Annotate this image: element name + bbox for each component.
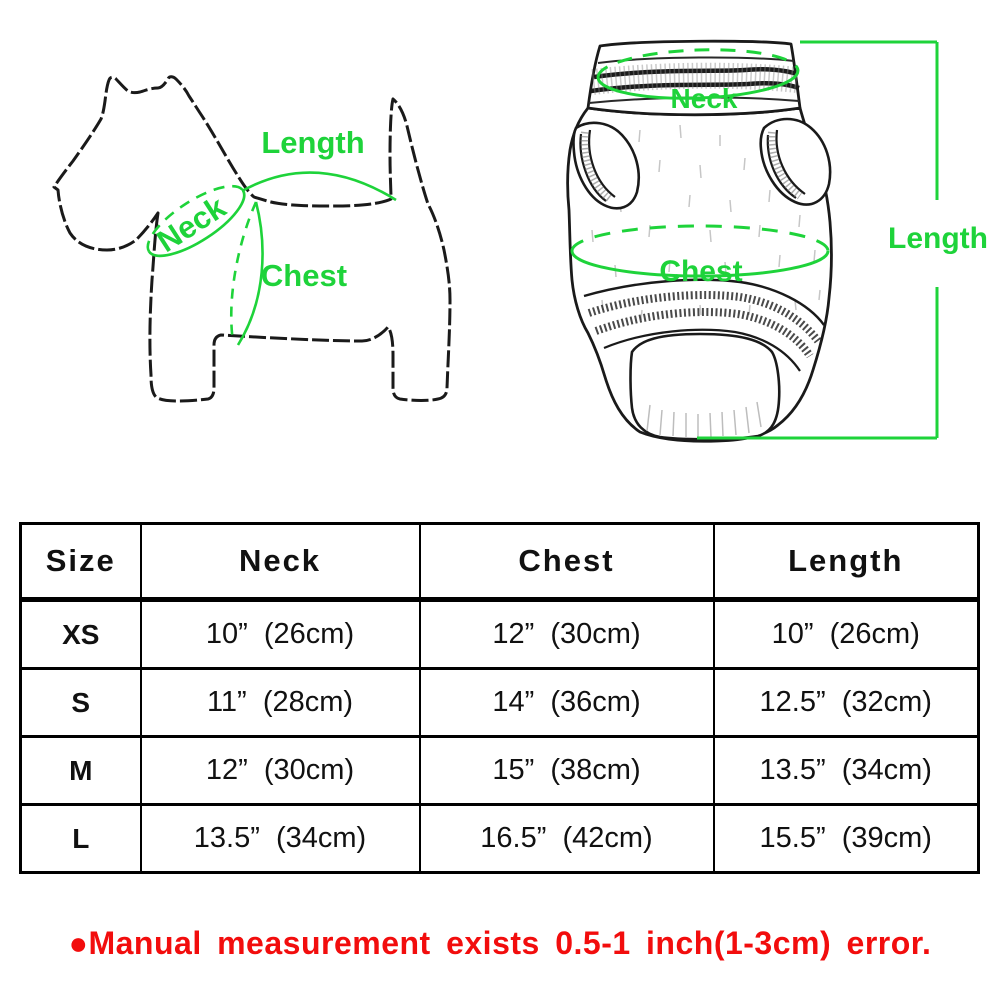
table-row-xs: [21, 600, 979, 669]
cell-xs-neck: 10” (26cm): [141, 600, 420, 669]
garment-figure: [568, 41, 988, 441]
header-cell-size: Size: [21, 524, 141, 600]
dog-neck-label: Neck: [150, 189, 232, 260]
dog-length-arc: [242, 173, 396, 200]
cell-s-length: 12.5” (32cm): [714, 669, 979, 737]
cell-m-neck: 12” (30cm): [141, 737, 420, 805]
cell-l-chest: 16.5” (42cm): [420, 805, 714, 873]
dog-outline: [54, 77, 450, 401]
table-header-row: [21, 524, 979, 600]
cell-m-length: 13.5” (34cm): [714, 737, 979, 805]
garment-neck-label: Neck: [670, 83, 738, 114]
cell-m-chest: 15” (38cm): [420, 737, 714, 805]
table-row-l: [21, 805, 979, 873]
size-table: [19, 522, 980, 874]
garment-chest-label: Chest: [659, 255, 743, 288]
header-cell-neck: Neck: [141, 524, 420, 600]
dog-chest-label: Chest: [260, 258, 348, 293]
size-table-container: [19, 522, 980, 874]
garment-length-label: Length: [888, 222, 988, 255]
cell-xs-length: 10” (26cm): [714, 600, 979, 669]
cell-xs-chest: 12” (30cm): [420, 600, 714, 669]
cell-s-neck: 11” (28cm): [141, 669, 420, 737]
cell-l-size: L: [21, 805, 141, 873]
cell-xs-size: XS: [21, 600, 141, 669]
belly-opening: [631, 334, 780, 439]
header-cell-length: Length: [714, 524, 979, 600]
cell-l-length: 15.5” (39cm): [714, 805, 979, 873]
dog-figure: [54, 77, 450, 401]
cell-s-size: S: [21, 669, 141, 737]
table-row-s: [21, 669, 979, 737]
measurement-note: ●Manual measurement exists 0.5-1 inch(1-3cm) error.: [68, 925, 932, 961]
cell-m-size: M: [21, 737, 141, 805]
cell-l-neck: 13.5” (34cm): [141, 805, 420, 873]
cell-s-chest: 14” (36cm): [420, 669, 714, 737]
dog-length-label: Length: [261, 125, 365, 160]
table-row-m: [21, 737, 979, 805]
header-cell-chest: Chest: [420, 524, 714, 600]
